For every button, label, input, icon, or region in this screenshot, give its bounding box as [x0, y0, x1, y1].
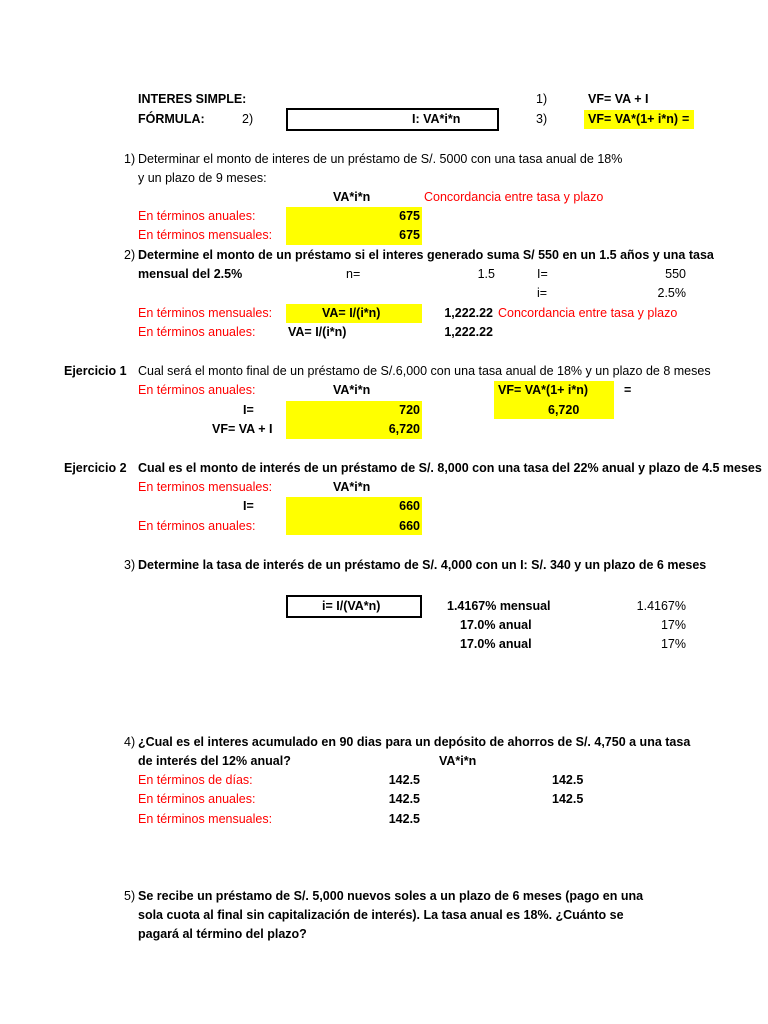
p3-result-2b: 17% — [660, 618, 686, 632]
ej2-formula: VA*i*n — [333, 480, 371, 494]
p3-result-1b: 1.4167% — [636, 599, 686, 613]
p1-annual-label: En términos anuales: — [138, 209, 256, 223]
ej1-text: Cual será el monto final de un préstamo de S/.6,000 con una tasa anual de 18% y un plazo de 8 meses — [138, 364, 711, 378]
p2-line2: mensual del 2.5% — [138, 267, 243, 281]
formula-label: FÓRMULA: — [138, 112, 205, 126]
ej1-label: Ejercicio 1 — [64, 364, 127, 378]
p1-monthly-value: 675 — [399, 228, 420, 242]
ej1-vf-label: VF= VA + I — [212, 422, 273, 436]
p5-line3: pagará al término del plazo? — [138, 927, 307, 941]
p2-number: 2) — [124, 248, 136, 262]
p2-formula-highlight-text: VA= I/(i*n) — [322, 306, 381, 320]
p2-monthly-label: En términos mensuales: — [138, 306, 273, 320]
p4-days-value: 142.5 — [388, 773, 420, 787]
p4-annual-value: 142.5 — [388, 792, 420, 806]
p2-annual-value: 1,222.22 — [444, 325, 493, 339]
ej2-I-label: I= — [243, 499, 254, 513]
ej2-annual-value: 660 — [399, 519, 420, 533]
p4-line1: ¿Cual es el interes acumulado en 90 dias para un depósito de ahorros de S/. 4,750 a una tasa — [138, 735, 691, 749]
p1-number: 1) — [124, 152, 136, 166]
formula-3-equals: = — [682, 112, 690, 126]
formula-2-number: 2) — [242, 112, 254, 126]
p4-annual-value2: 142.5 — [552, 792, 584, 806]
ej1-formula: VA*i*n — [333, 383, 371, 397]
p1-formula: VA*i*n — [333, 190, 371, 204]
p1-line2: y un plazo de 9 meses: — [138, 171, 267, 185]
p4-annual-label: En términos anuales: — [138, 792, 256, 806]
ej1-vf-value2: 6,720 — [388, 422, 420, 436]
p1-line1: Determinar el monto de interes de un préstamo de S/. 5000 con una tasa anual de 18% — [138, 152, 623, 166]
p1-monthly-label: En términos mensuales: — [138, 228, 273, 242]
p4-days-label: En términos de días: — [138, 773, 253, 787]
p4-line2: de interés del 12% anual? — [138, 754, 291, 768]
p1-note: Concordancia entre tasa y plazo — [424, 190, 604, 204]
ej2-label: Ejercicio 2 — [64, 461, 127, 475]
p2-i-value: 2.5% — [657, 286, 686, 300]
p4-formula: VA*i*n — [439, 754, 477, 768]
ej1-vf-equals: = — [624, 383, 632, 397]
p2-n-label: n= — [346, 267, 361, 281]
p2-i-label: i= — [537, 286, 548, 300]
p5-number: 5) — [124, 889, 136, 903]
formula-1-number: 1) — [536, 92, 548, 106]
ej1-vf-value: 6,720 — [548, 403, 580, 417]
p4-days-value2: 142.5 — [552, 773, 584, 787]
p3-result-2: 17.0% anual — [460, 618, 532, 632]
p2-annual-label: En términos anuales: — [138, 325, 256, 339]
p3-formula: i= I/(VA*n) — [322, 599, 381, 613]
ej1-vf-formula: VF= VA*(1+ i*n) — [498, 383, 589, 397]
formula-2: I: VA*i*n — [412, 112, 461, 126]
p2-line1: Determine el monto de un préstamo si el interes generado suma S/ 550 en un 1.5 años y una tasa — [138, 248, 714, 262]
p4-monthly-value: 142.5 — [388, 812, 420, 826]
ej1-I-label: I= — [243, 403, 254, 417]
p3-result-1: 1.4167% mensual — [447, 599, 551, 613]
ej1-annual-label: En términos anuales: — [138, 383, 256, 397]
p4-number: 4) — [124, 735, 136, 749]
formula-3-number: 3) — [536, 112, 548, 126]
ej2-text: Cual es el monto de interés de un préstamo de S/. 8,000 con una tasa del 22% anual y plazo de 4.5 meses — [138, 461, 762, 475]
p3-number: 3) — [124, 558, 136, 572]
p2-n-value: 1.5 — [477, 267, 495, 281]
ej1-I-value: 720 — [399, 403, 420, 417]
header-title: INTERES SIMPLE: — [138, 92, 247, 106]
p5-line1: Se recibe un préstamo de S/. 5,000 nuevos soles a un plazo de 6 meses (pago en una — [138, 889, 644, 903]
formula-3: VF= VA*(1+ i*n) — [588, 112, 679, 126]
ej2-monthly-label: En terminos mensuales: — [138, 480, 273, 494]
p5-line2: sola cuota al final sin capitalización de interés). La tasa anual es 18%. ¿Cuánto se — [138, 908, 624, 922]
p2-I-value: 550 — [665, 267, 686, 281]
ej2-annual-label: En términos anuales: — [138, 519, 256, 533]
p3-result-3: 17.0% anual — [460, 637, 532, 651]
p3-result-3b: 17% — [660, 637, 686, 651]
formula-2-box — [286, 108, 499, 131]
p4-monthly-label: En términos mensuales: — [138, 812, 273, 826]
ej2-I-value: 660 — [399, 499, 420, 513]
p2-monthly-value: 1,222.22 — [444, 306, 493, 320]
p2-I-label: I= — [537, 267, 548, 281]
p2-note: Concordancia entre tasa y plazo — [498, 306, 678, 320]
formula-1: VF= VA + I — [588, 92, 649, 106]
p3-text: Determine la tasa de interés de un préstamo de S/. 4,000 con un I: S/. 340 y un plazo de 6 meses — [138, 558, 707, 572]
p2-formula: VA= I/(i*n) — [288, 325, 347, 339]
p1-annual-value: 675 — [399, 209, 420, 223]
